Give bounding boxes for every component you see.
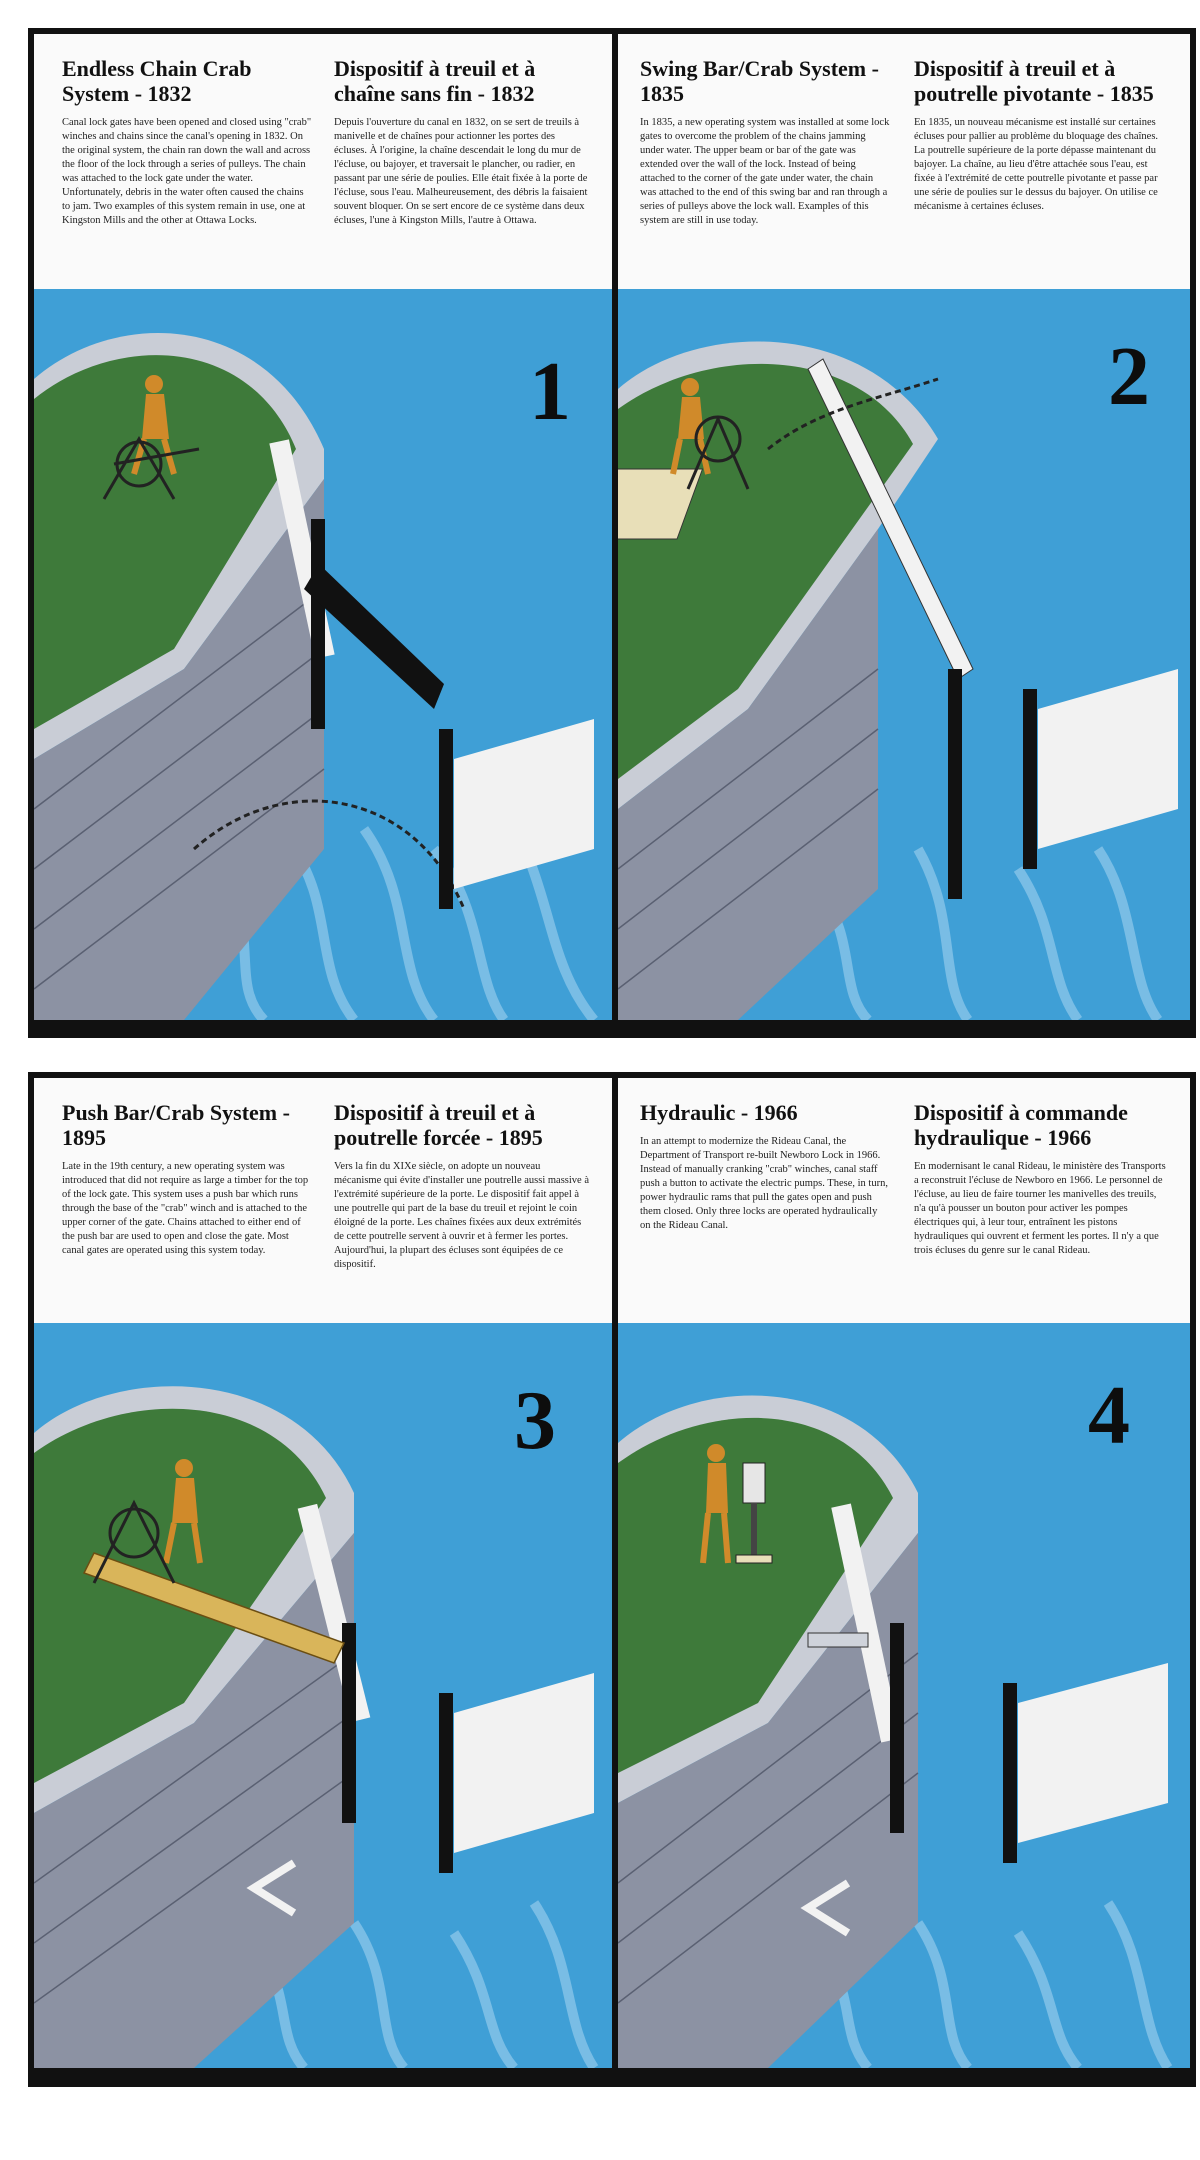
panel-2 [618,34,1190,1020]
panel-3-english-title: Push Bar/Crab System - 1895 [62,1100,290,1150]
lock-hydraulic-illustration [618,1323,1190,2068]
panel-3-english-column [62,1100,312,1258]
panel-1-french-column [334,56,590,228]
panel-1-illustration [34,289,612,1020]
panel-4-english-column [640,1100,890,1233]
panel-4-french-column [914,1100,1170,1258]
panel-1-french-text: Depuis l'ouverture du canal en 1832, on se sert de treuils à manivelle et de chaînes pour actionner les portes des écluses. À l'origine, la chaîne descendait le long du mur de l'écluse, ou bajoyer, et traversait le plancher, ou radier, en passant par une série de poulies. Elle était fixée à la porte de l'écluse, sous l'eau. Malheureusement, des débris la faisaient souvent bloquer. On se sert encore de ce système dans deux écluses, l'une à Kingston Mills, l'autre à Ottawa. [334,117,588,226]
top-board [28,28,1196,1038]
panel-2-english-text: In 1835, a new operating system was installed at some lock gates to overcome the problem of the chains jamming under water. The upper beam or bar of the gate was extended over the wall of the lock. Instead of being attached to the corner of the gate under water, the chain was attached to the end of this swing bar and ran through a series of pulleys above the lock wall. Examples of this system are still in use today. [640,117,890,226]
panel-3-english-text: Late in the 19th century, a new operating system was introduced that did not require as large a timber for the top of the lock gate. This system uses a push bar which runs through the base of the "crab" winch and is attached to the upper corner of the gate. Chains attached to either end of the push bar are used to open and close the gate. Most canal gates are operated using this system today. [62,1161,309,1256]
panel-1 [34,34,612,1020]
panel-4-french-text: En modernisant le canal Rideau, le ministère des Transports a reconstruit l'écluse de Newboro en 1966. Le personnel de l'écluse, au lieu de faire tourner les manivelles des treuils, n'a qu'à pousser un bouton pour activer les pompes électriques qui, à leur tour, entraînent les pistons hydrauliques qui ouvrent et ferment les portes. Il n'y a que trois écluses du genre sur le canal Rideau. [914,1161,1166,1256]
panel-1-french-title: Dispositif à treuil et à chaîne sans fin - 1832 [334,56,536,106]
panel-3-number: 3 [514,1374,556,1467]
panel-2-english-column [640,56,890,228]
panel-3-text-area [34,1078,612,1323]
panel-1-english-text: Canal lock gates have been opened and closed using "crab" winches and chains since the canal's opening in 1832. On the original system, the chain ran down the wall and across the floor of the lock through a series of pulleys. The chain was attached to the lock gate under the water. Unfortunately, debris in the water often caused the chains to jam. Two examples of this system remain in use, one at Kingston Mills and the other at Ottawa Locks. [62,117,312,226]
panel-1-english-column [62,56,312,228]
panel-2-illustration [618,289,1190,1020]
panel-2-number: 2 [1108,330,1150,423]
panel-3-french-text: Vers la fin du XIXe siècle, on adopte un nouveau mécanisme qui évite d'installer une poutrelle aussi massive à l'extrémité supérieure de la porte. Le dispositif fait appel à une poutrelle qui part de la base du treuil et rejoint le coin éloigné de la porte. Les chaînes fixées aux deux extrémités de cette poutrelle servent à ouvrir et à fermer les portes. Aujourd'hui, la plupart des écluses sont équipées de ce dispositif. [334,1161,589,1270]
panel-1-text-area [34,34,612,289]
panel-3-french-title: Dispositif à treuil et à poutrelle forcée - 1895 [334,1100,543,1150]
lock-chain-illustration [34,289,612,1020]
panel-4-french-title: Dispositif à commande hydraulique - 1966 [914,1100,1128,1150]
panel-2-english-title: Swing Bar/Crab System - 1835 [640,56,879,106]
panel-4-english-title: Hydraulic - 1966 [640,1100,798,1125]
lock-push-bar-illustration [34,1323,612,2068]
panel-4-text-area [618,1078,1190,1323]
panel-4-english-text: In an attempt to modernize the Rideau Canal, the Department of Transport re-built Newboro Lock in 1966. Instead of manually cranking "crab" winches, canal staff push a button to activate the electric pumps. These, in turn, power hydraulic rams that pull the gates open and push them closed. Only three locks are operated hydraulically on the Rideau Canal. [640,1136,888,1231]
panel-4-illustration [618,1323,1190,2068]
panel-1-english-title: Endless Chain Crab System - 1832 [62,56,252,106]
panel-3-illustration [34,1323,612,2068]
hydraulic-ram [808,1633,868,1647]
bottom-board [28,1072,1196,2087]
panel-3-french-column [334,1100,590,1272]
panel-4 [618,1078,1190,2068]
panel-3 [34,1078,612,2068]
lock-swing-bar-illustration [618,289,1190,1020]
panel-2-french-title: Dispositif à treuil et à poutrelle pivotante - 1835 [914,56,1154,106]
panel-2-text-area [618,34,1190,289]
panel-2-french-column [914,56,1170,214]
panel-1-number: 1 [529,345,571,438]
panel-2-french-text: En 1835, un nouveau mécanisme est installé sur certaines écluses pour pallier au problème du bloquage des chaînes. La poutrelle supérieure de la porte dépasse maintenant du bajoyer. La chaîne, au lieu d'être attachée sous l'eau, est fixée à l'extrémité de cette poutrelle pivotante et passe par une série de poulies sur le dessus du bajoyer. On utilise ce mécanisme à certaines écluses. [914,117,1159,212]
panel-4-number: 4 [1088,1369,1130,1462]
